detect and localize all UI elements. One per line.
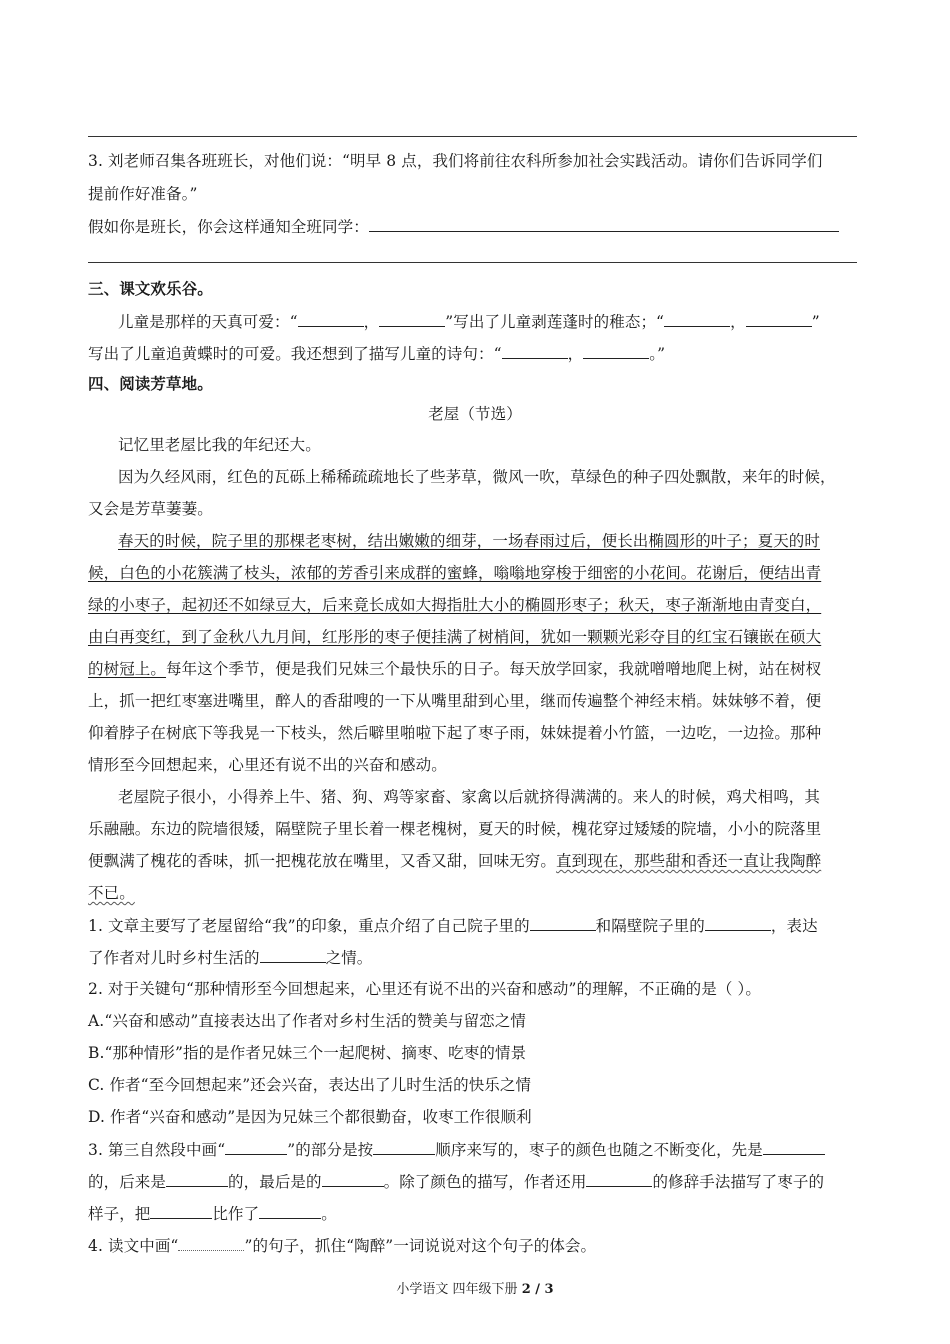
passage-para4-line2: 乐融融。东边的院墙很矮，隔壁院子里长着一棵老槐树，夏天的时候，槐花穿过矮矮的院墙，小小的院落里 (88, 820, 822, 838)
text-span: 。 (321, 1205, 337, 1223)
text-span: 了作者对儿时乡村生活的 (88, 949, 260, 967)
passage-para3-line8: 情形至今回想起来，心里还有说不出的兴奋和感动。 (88, 756, 447, 774)
answer-blank[interactable] (763, 1139, 825, 1155)
underlined-text: 绿的小枣子，起初还不如绿豆大，后来竟长成如大拇指肚大小的椭圆形枣子；秋天，枣子渐渐地由青变白， (88, 596, 822, 614)
question2-stem: 2. 对于关键句“那种情形至今回想起来，心里还有说不出的兴奋和感动”的理解，不正确的是（ ）。 (88, 980, 761, 998)
text-span: 儿童是那样的天真可爱：“ (118, 313, 298, 331)
answer-blank[interactable] (298, 311, 364, 327)
answer-blank[interactable] (322, 1171, 384, 1187)
text-span: 1. 文章主要写了老屋留给“我”的印象，重点介绍了自己院子里的 (88, 917, 530, 935)
q3-intro-prompt: 假如你是班长，你会这样通知全班同学： (88, 218, 369, 236)
passage-para2-line2: 又会是芳草萋萋。 (88, 500, 213, 518)
q3-intro-line3 (88, 216, 868, 237)
section4-heading: 四、阅读芳草地。 (88, 374, 213, 393)
answer-line (88, 262, 857, 263)
text-span: 的，后来是 (88, 1173, 167, 1191)
answer-blank[interactable] (166, 1171, 228, 1187)
passage-para3-line5 (88, 659, 868, 679)
underlined-text: 由白再变红，到了金秋八九月间，红彤彤的枣子便挂满了树梢间，犹如一颗颗光彩夺目的红宝石镶嵌在硕大 (88, 628, 822, 646)
text-span: 每年这个季节，便是我们兄妹三个最快乐的日子。每天放学回家，我就噌噌地爬上树，站在树杈 (166, 660, 822, 678)
text-span: 的修辞手法描写了枣子的 (652, 1173, 825, 1191)
answer-blank[interactable] (373, 1139, 435, 1155)
text-span: 的，最后是的 (228, 1173, 322, 1191)
answer-blank[interactable] (583, 343, 649, 359)
passage-para2-line1: 因为久经风雨，红色的瓦砾上稀稀疏疏地长了些茅草，微风一吹，草绿色的种子四处飘散，来年的时候， (118, 468, 836, 486)
question3-line3 (88, 1203, 868, 1224)
section3-heading: 三、课文欢乐谷。 (88, 279, 213, 298)
underline-sample (225, 1139, 287, 1155)
text-span: ”的句子，抓住“陶醉”一词说说对这个句子的体会。 (244, 1237, 597, 1255)
text-span: 顺序来写的，枣子的颜色也随之不断变化，先是 (435, 1141, 763, 1159)
page-number: 2 / 3 (521, 1282, 554, 1297)
text-span: 3. 第三自然段中画“ (88, 1141, 226, 1159)
passage-para3-line2 (88, 563, 868, 583)
text-span: 比作了 (212, 1205, 260, 1223)
q3-intro-line2: 提前作好准备。” (88, 185, 198, 203)
section3-para-line1 (118, 311, 868, 332)
question2-option-b[interactable]: B.“那种情形”指的是作者兄妹三个一起爬树、摘枣、吃枣的情景 (88, 1044, 527, 1062)
text-span: 4. 读文中画“ (88, 1237, 179, 1255)
text-span: ， (567, 345, 584, 363)
text-span: 。除了颜色的描写，作者还用 (383, 1173, 587, 1191)
wavy-underlined-text: 直到现在，那些甜和香还一直让我陶醉 (556, 852, 822, 870)
page-footer (0, 1278, 950, 1297)
section3-para-line2 (88, 343, 868, 364)
question1-line2 (88, 947, 868, 968)
passage-para4-line4 (88, 883, 868, 903)
text-span: 样子，把 (88, 1205, 151, 1223)
passage-para3-line3 (88, 595, 868, 615)
text-span: 和隔壁院子里的 (595, 917, 705, 935)
answer-blank[interactable] (705, 915, 771, 931)
text-span: ， (730, 313, 746, 331)
text-span: 写出了儿童追黄蝶时的可爱。我还想到了描写儿童的诗句：“ (88, 345, 502, 363)
text-span: 之情。 (325, 949, 373, 967)
question2-option-a[interactable]: A.“兴奋和感动”直接表达出了作者对乡村生活的赞美与留恋之情 (88, 1012, 526, 1030)
answer-blank[interactable] (259, 1203, 321, 1219)
question3-line2 (88, 1171, 868, 1192)
text-span: ” (811, 313, 820, 331)
question1-line1 (88, 915, 868, 936)
underlined-text: 的树冠上。 (88, 660, 167, 678)
question3-line1 (88, 1139, 868, 1160)
answer-blank[interactable] (379, 311, 445, 327)
passage-para4-line1: 老屋院子很小，小得养上牛、猪、狗、鸡等家畜、家禽以后就挤得满满的。来人的时候，鸡犬相鸣，其 (118, 788, 821, 806)
answer-blank[interactable] (664, 311, 730, 327)
answer-line (88, 136, 857, 137)
question4 (88, 1235, 868, 1256)
text-span: ”的部分是按 (287, 1141, 374, 1159)
passage-para3-line4 (88, 627, 868, 647)
question2-option-d[interactable]: D. 作者“兴奋和感动”是因为兄妹三个都很勤奋，收枣工作很顺利 (88, 1108, 532, 1126)
answer-blank[interactable] (260, 947, 326, 963)
passage-para4-line3 (88, 851, 868, 871)
text-span: ，表达 (770, 917, 818, 935)
text-span: ”写出了儿童剥莲蓬时的稚态；“ (445, 313, 665, 331)
question2-option-c[interactable]: C. 作者“至今回想起来”还会兴奋，表达出了儿时生活的快乐之情 (88, 1076, 532, 1094)
wavy-underline-sample (178, 1235, 244, 1251)
answer-blank[interactable] (369, 216, 839, 232)
passage-para3-line1 (118, 531, 868, 551)
text-span: 。” (649, 345, 666, 363)
wavy-underlined-text: 不已。 (88, 884, 135, 902)
passage-para1: 记忆里老屋比我的年纪还大。 (118, 436, 321, 454)
passage-title: 老屋（节选） (428, 405, 522, 423)
answer-blank[interactable] (530, 915, 596, 931)
underlined-text: 候，白色的小花簇满了枝头，浓郁的芳香引来成群的蜜蜂，嗡嗡地穿梭于细密的小花间。花谢后，便结出青 (88, 564, 822, 582)
text-span: 便飘满了槐花的香味，抓一把槐花放在嘴里，又香又甜，回味无穷。 (88, 852, 557, 870)
underlined-text: 春天的时候，院子里的那棵老枣树，结出嫩嫩的细芽，一场春雨过后，便长出椭圆形的叶子；夏天的时 (118, 532, 821, 550)
answer-blank[interactable] (746, 311, 812, 327)
text-span: ， (363, 313, 380, 331)
q3-intro-line1: 3. 刘老师召集各班班长，对他们说：“明早 8 点，我们将前往农科所参加社会实践活动。请你们告诉同学们 (88, 152, 823, 170)
passage-para3-line6: 上，抓一把红枣塞进嘴里，醉人的香甜嗖的一下从嘴里甜到心里，继而传遍整个神经末梢。妹妹够不着，便 (88, 692, 822, 710)
passage-para3-line7: 仰着脖子在树底下等我晃一下枝头，然后噼里啪啦下起了枣子雨，妹妹提着小竹篮，一边吃，一边捡。那种 (88, 724, 822, 742)
answer-blank[interactable] (586, 1171, 652, 1187)
answer-blank[interactable] (150, 1203, 212, 1219)
footer-label: 小学语文 四年级下册 (396, 1282, 522, 1297)
answer-blank[interactable] (502, 343, 568, 359)
